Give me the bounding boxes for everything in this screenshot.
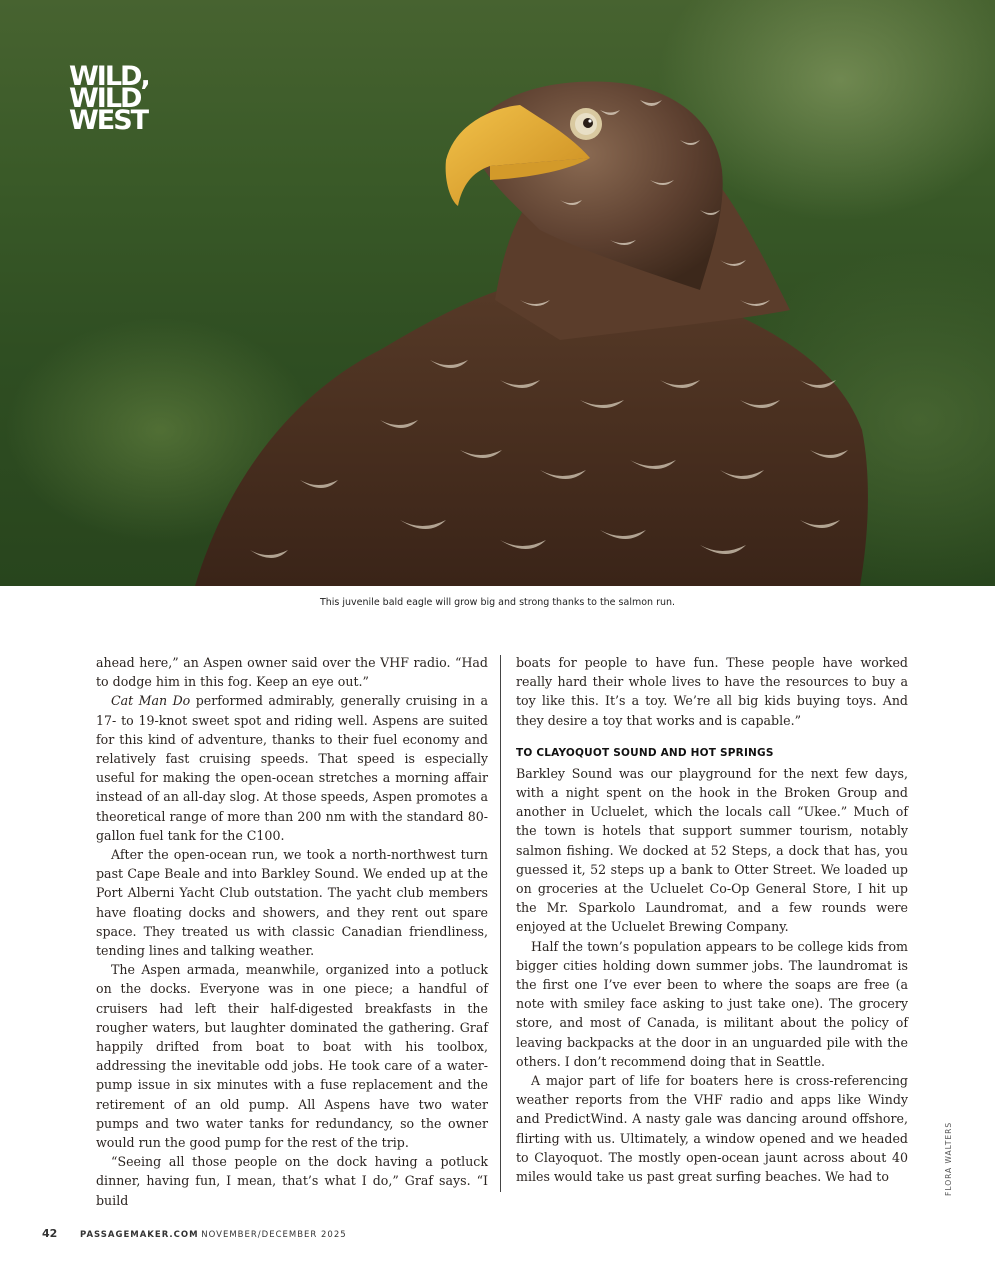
issue-date: NOVEMBER/DECEMBER 2025	[201, 1230, 347, 1240]
article-column-left	[96, 653, 488, 1210]
paragraph-text: performed admirably, generally cruising in a 17- to 19-knot sweet spot and riding well. Aspens are suited for this kind of adventure, thanks to their fuel economy and relatively fast cruising speeds. That speed is especially useful for making the open-ocean stretches a morning affair instead of an all-day slog. At those speeds, Aspen promotes a theoretical range of more than 200 nm with the standard 80-gallon fuel tank for the C100.	[96, 693, 488, 843]
paragraph: Half the town’s population appears to be college kids from bigger cities holding down summer jobs. The laundromat is the first one I’ve ever been to where the soaps are free (a note with smiley face asking to just take one). The grocery store, and most of Canada, is militant about the policy of leaving backpacks at the door in an unguarded pile with the others. I don’t recommend doing that in Seattle.	[516, 938, 908, 1069]
paragraph	[96, 691, 488, 845]
column-divider	[500, 655, 501, 1192]
photo-credit: FLORA WALTERS	[944, 1121, 953, 1196]
kicker-line: WEST	[69, 105, 148, 136]
photo-caption: This juvenile bald eagle will grow big and strong thanks to the salmon run.	[319, 597, 676, 608]
boat-name: Cat Man Do	[111, 693, 191, 709]
article-column-right	[516, 653, 908, 1186]
kicker-line: WILD,	[69, 61, 149, 92]
hero-photo	[0, 0, 995, 586]
paragraph: Barkley Sound was our playground for the next few days, with a night spent on the hook in the Broken Group and another in Ucluelet, which the locals call “Ukee.” Much of the town is hotels that support summer tourism, notably salmon fishing. We docked at 52 Steps, a dock that has, you guessed it, 52 steps up a bank to Otter Street. We loaded up on groceries at the Ucluelet Co-Op General Store, I hit up the Mr. Sparkolo Laundromat, and a few rounds were enjoyed at the Ucluelet Brewing Company.	[516, 765, 908, 935]
page-number: 42	[42, 1227, 58, 1240]
paragraph: After the open-ocean run, we took a north-northwest turn past Cape Beale and into Barkley Sound. We ended up at the Port Alberni Yacht Club outstation. The yacht club members have floating docks and showers, and they rent out spare space. They treated us with classic Canadian friendliness, tending lines and talking weather.	[96, 847, 488, 959]
paragraph: “Seeing all those people on the dock having a potluck dinner, having fun, I mean, that’s what I do,” Graf says. “I build	[96, 1154, 488, 1208]
paragraph: A major part of life for boaters here is cross-referencing weather reports from the VHF radio and apps like Windy and PredictWind. A nasty gale was dancing around offshore, flirting with us. Ultimately, a window opened and we headed to Clayoquot. The mostly open-ocean jaunt across about 40 miles would take us past great surfing beaches. We had to	[516, 1073, 908, 1185]
kicker-line: WILD	[69, 83, 141, 114]
paragraph: ahead here,” an Aspen owner said over the VHF radio. “Had to dodge him in this fog. Keep an eye out.”	[96, 655, 488, 690]
paragraph: The Aspen armada, meanwhile, organized into a potluck on the docks. Everyone was in one piece; a handful of cruisers had left their half-digested breakfasts in the rougher waters, but laughter dominated the gathering. Graf happily drifted from boat to boat with his toolbox, addressing the inevitable odd jobs. He took care of a water-pump issue in six minutes with a fuse replacement and the retirement of an old pump. All Aspens have two water pumps and two water tanks for redundancy, so the owner would run the good pump for the rest of the trip.	[96, 962, 488, 1151]
section-kicker	[69, 61, 189, 136]
paragraph: boats for people to have fun. These people have worked really hard their whole lives to have the resources to buy a toy like this. It’s a toy. We’re all big kids buying toys. And they desire a toy that works and is capable.”	[516, 655, 908, 728]
section-subhead: TO CLAYOQUOT SOUND AND HOT SPRINGS	[516, 746, 774, 759]
magazine-site: PASSAGEMAKER.COM	[80, 1230, 199, 1240]
page-footer	[42, 1227, 347, 1240]
